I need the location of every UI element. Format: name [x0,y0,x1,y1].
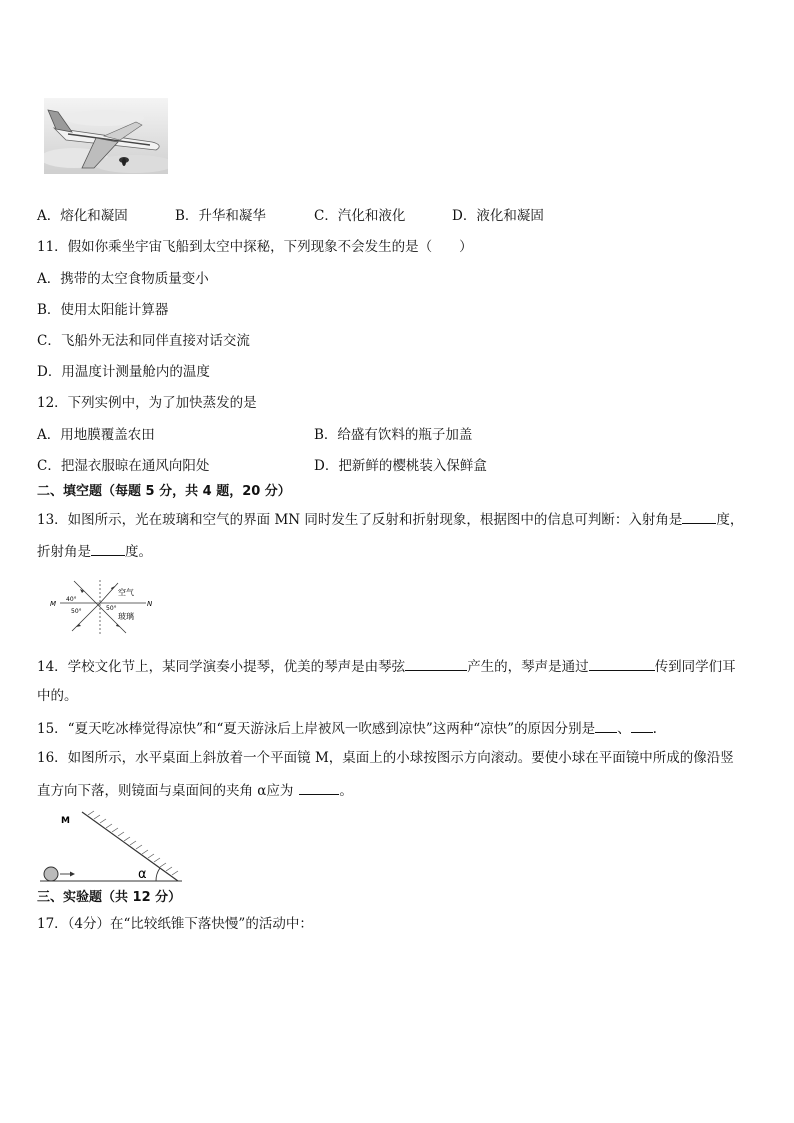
q12-option-b: B．给盛有饮料的瓶子加盖 [314,427,473,443]
q14-text-b: 产生的，琴声是通过 [467,659,589,675]
q16-text-a: 直方向下落，则镜面与桌面间的夹角 α应为 [37,783,294,799]
q11-option-d: D．用温度计测量舱内的温度 [37,364,210,380]
q13-angle-50-right: 50° [106,605,117,612]
q13-text-b: 度， [716,512,744,528]
q14-blank-medium[interactable] [589,656,655,671]
q13-refraction-diagram [46,578,152,636]
q16-label-alpha: α [138,867,147,882]
q12-option-d: D．把新鲜的樱桃装入保鲜盒 [314,458,487,474]
q10-option-d: D．液化和凝固 [452,208,544,224]
q11-option-a: A．携带的太空食物质量变小 [37,271,209,287]
q15-line [37,718,657,738]
q14-text-a: 14．学校文化节上，某同学演奏小提琴，优美的琴声是由琴弦 [37,659,406,675]
q14-blank-source[interactable] [405,656,467,671]
q11-option-c: C．飞船外无法和同伴直接对话交流 [37,333,250,349]
q16-line1: 16．如图所示，水平桌面上斜放着一个平面镜 M，桌面上的小球按图示方向滚动。要使小球在平面镜中所成的像沿竖 [37,750,734,766]
q12-option-c: C．把湿衣服晾在通风向阳处 [37,458,210,474]
q16-mirror-diagram [40,808,185,886]
q15-end: . [652,721,657,737]
q11-option-b: B．使用太阳能计算器 [37,302,169,318]
q10-option-a: A．熔化和凝固 [37,208,128,224]
q10-option-b: B．升华和凝华 [175,208,266,224]
section-2-title: 二、填空题（每题 5 分，共 4 题，20 分） [37,484,291,499]
q13-label-air: 空气 [118,588,134,597]
q10-option-c: C．汽化和液化 [314,208,406,224]
airplane-image [44,98,168,174]
section-3-title: 三、实验题（共 12 分） [37,890,182,905]
q14-line2: 中的。 [37,688,78,704]
q13-line1 [37,509,743,529]
q15-blank-2[interactable] [631,718,653,733]
q13-text-c: 折射角是 [37,544,91,560]
q12-option-a: A．用地膜覆盖农田 [37,427,155,443]
q16-blank-angle[interactable] [299,780,339,795]
q13-label-m: M [50,600,57,608]
q12-stem: 12．下列实例中，为了加快蒸发的是 [37,395,257,411]
q16-label-m: M [61,816,70,826]
q15-sep: 、 [617,721,631,737]
q11-stem: 11．假如你乘坐宇宙飞船到太空中探秘，下列现象不会发生的是（ ） [37,239,473,255]
q13-text-d: 度。 [125,544,152,560]
q14-text-c: 传到同学们耳 [654,659,736,675]
q16-line2 [37,780,353,800]
q13-label-n: N [147,600,152,608]
q13-text-a: 13．如图所示，光在玻璃和空气的界面 MN 同时发生了反射和折射现象，根据图中的信息可判断：入射角是 [37,512,683,528]
q15-text: 15．“夏天吃冰棒觉得凉快”和“夏天游泳后上岸被风一吹感到凉快”这两种“凉快”的原因分别是 [37,721,596,737]
q14-line1 [37,656,736,676]
q13-line2 [37,541,152,561]
q13-blank-refraction[interactable] [91,541,125,556]
q13-angle-50-left: 50° [71,608,82,615]
q17-stem: 17．（4分）在“比较纸锥下落快慢”的活动中： [37,916,313,932]
q16-mirror-hatching [88,811,178,875]
q15-blank-1[interactable] [595,718,617,733]
q13-angle-40: 40° [66,596,77,603]
q16-text-b: 。 [339,783,353,799]
q16-ball [44,867,58,881]
q13-blank-incidence[interactable] [682,509,716,524]
q13-label-glass: 玻璃 [118,612,134,621]
